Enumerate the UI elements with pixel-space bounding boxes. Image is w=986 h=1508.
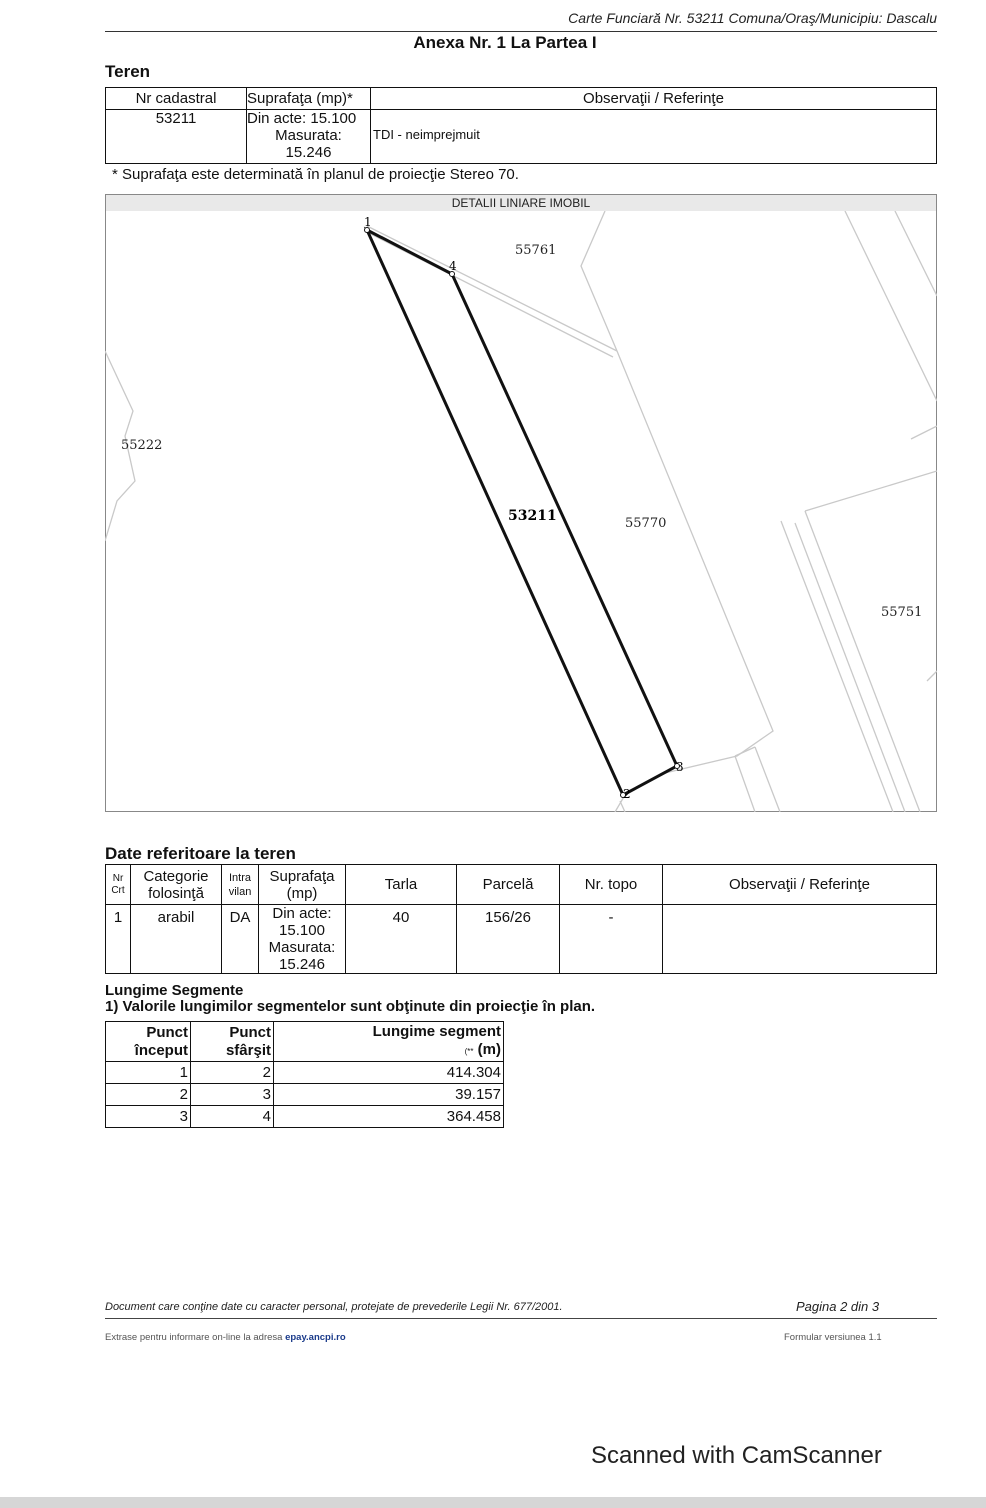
suprafata-masurata-label: Masurata: (268, 939, 336, 956)
boundary-line (620, 801, 625, 812)
col-nr-crt-line1: Nr (112, 872, 124, 884)
col-intravilan (222, 865, 259, 905)
epay-link[interactable]: epay.ancpi.ro (285, 1332, 346, 1343)
cell-observatii (371, 110, 937, 164)
cell-nr: 1 (106, 905, 131, 974)
segment-row (106, 1084, 504, 1106)
vertex-label-3: 3 (676, 760, 684, 774)
col-intravilan-line2: vilan (228, 885, 252, 898)
col-lungime-segment (274, 1022, 504, 1062)
col-punct-sfarsit-line1: Punct (229, 1023, 271, 1041)
boundary-line (367, 226, 617, 351)
col-lungime-unit: (m) (477, 1040, 501, 1058)
legal-notice: Document care conţine date cu caracter personal, protejate de prevederile Legii Nr. 677/2001. (105, 1301, 563, 1313)
cell-tarla: 40 (346, 905, 457, 974)
cell-nr-cadastral: 53211 (106, 110, 247, 164)
document-title: Anexa Nr. 1 La Partea I (413, 33, 597, 52)
col-observatii: Observaţii / Referinţe (371, 88, 937, 110)
col-tarla: Tarla (346, 865, 457, 905)
camscanner-watermark: Scanned with CamScanner (591, 1442, 882, 1469)
boundary-line (615, 351, 773, 812)
cell-parcela: 156/26 (457, 905, 560, 974)
boundary-line (911, 426, 937, 439)
footer-divider (105, 1318, 937, 1319)
segment-start: 2 (106, 1084, 191, 1106)
page-number: Pagina 2 din 3 (796, 1299, 880, 1314)
col-punct-inceput-line1: Punct (146, 1023, 188, 1041)
segment-length: 39.157 (274, 1084, 504, 1106)
bottom-bar (0, 1497, 986, 1508)
suprafata-masurata-value: 15.246 (279, 956, 325, 973)
neighbor-label-55770: 55770 (625, 516, 667, 531)
col-lungime-note-marker: (** (464, 1046, 474, 1056)
segmente-table (105, 1021, 504, 1128)
vertex-label-4: 4 (449, 259, 457, 273)
teren-row (106, 110, 937, 164)
vertex-label-1: 1 (364, 215, 372, 229)
boundary-line (735, 756, 755, 812)
col-intravilan-line1: Intra (228, 871, 251, 884)
boundary-line (781, 521, 893, 812)
parcel-map-drawing (105, 211, 937, 812)
segment-length: 364.458 (274, 1106, 504, 1128)
segment-end: 4 (191, 1106, 274, 1128)
col-suprafata-line1: Suprafaţa (269, 867, 335, 885)
neighbor-label-55761: 55761 (515, 243, 557, 258)
boundary-line (755, 747, 780, 812)
boundary-line (805, 471, 937, 511)
segmente-subtitle: 1) Valorile lungimilor segmentelor sunt obţinute din proiecţie în plan. (105, 998, 596, 1015)
boundary-line (581, 211, 617, 351)
teren-footnote: * Suprafaţa este determinată în planul de proiecţie Stereo 70. (112, 166, 519, 183)
teren-section-title: Teren (105, 62, 151, 81)
date-teren-table (105, 864, 937, 974)
map-heading: DETALII LINIARE IMOBIL (106, 195, 936, 211)
segment-length: 414.304 (274, 1062, 504, 1084)
col-categorie-line1: Categorie (143, 867, 209, 885)
suprafata-masurata-value: 15.246 (285, 144, 332, 161)
col-categorie (131, 865, 222, 905)
boundary-line (927, 671, 937, 681)
boundary-line (845, 211, 937, 401)
boundary-line (735, 747, 755, 756)
col-nr-cadastral: Nr cadastral (106, 88, 247, 110)
date-teren-row (106, 905, 937, 974)
col-observatii-referinte: Observaţii / Referinţe (663, 865, 937, 905)
cell-nr-topo: - (560, 905, 663, 974)
boundary-line (805, 511, 923, 812)
date-teren-section-title: Date referitoare la teren (105, 844, 296, 863)
cell-observatii-referinte (663, 905, 937, 974)
suprafata-din-acte: Din acte: 15.100 (247, 110, 357, 127)
col-punct-inceput-line2: început (134, 1041, 188, 1059)
boundary-line (895, 211, 937, 296)
cell-categorie: arabil (131, 905, 222, 974)
col-parcela: Parcelă (457, 865, 560, 905)
suprafata-din-acte-value: 15.100 (279, 922, 325, 939)
cell-intravilan: DA (222, 905, 259, 974)
parcel-label: 53211 (508, 508, 557, 524)
neighbor-label-55751: 55751 (881, 605, 923, 620)
observatii-text: TDI - neimprejmuit (373, 127, 480, 142)
col-categorie-line2: folosinţă (148, 884, 204, 902)
segment-row (106, 1106, 504, 1128)
vertex-label-2: 2 (623, 787, 631, 801)
segment-end: 2 (191, 1062, 274, 1084)
teren-table (105, 87, 937, 164)
carte-funciara-reference: Carte Funciară Nr. 53211 Comuna/Oraş/Municipiu: Dascalu (568, 10, 937, 26)
segment-start: 1 (106, 1062, 191, 1084)
col-suprafata-line2: (mp) (286, 884, 318, 902)
col-nr-crt (106, 865, 131, 905)
segmente-title: Lungime Segmente (105, 982, 244, 999)
header-divider (105, 31, 937, 32)
col-punct-sfarsit (191, 1022, 274, 1062)
neighbor-label-55222: 55222 (121, 438, 163, 453)
cell-suprafata (247, 110, 371, 164)
col-suprafata-mp (259, 865, 346, 905)
col-lungime-line2 (274, 1041, 501, 1061)
segment-end: 3 (191, 1084, 274, 1106)
online-notice (105, 1332, 346, 1343)
cell-suprafata-mp (259, 905, 346, 974)
online-prefix: Extrase pentru informare on-line la adresa (105, 1332, 283, 1343)
col-nr-crt-line2: Crt (111, 884, 125, 896)
segment-row (106, 1062, 504, 1084)
col-lungime-line1: Lungime segment (372, 1022, 501, 1040)
col-nr-topo: Nr. topo (560, 865, 663, 905)
suprafata-masurata-label: Masurata: (275, 127, 342, 144)
col-punct-inceput (106, 1022, 191, 1062)
col-suprafata: Suprafaţa (mp)* (247, 88, 371, 110)
segment-start: 3 (106, 1106, 191, 1128)
suprafata-din-acte-label: Din acte: (272, 905, 332, 922)
form-version: Formular versiunea 1.1 (784, 1332, 882, 1343)
boundary-line (795, 523, 905, 812)
col-punct-sfarsit-line2: sfârşit (225, 1041, 271, 1059)
